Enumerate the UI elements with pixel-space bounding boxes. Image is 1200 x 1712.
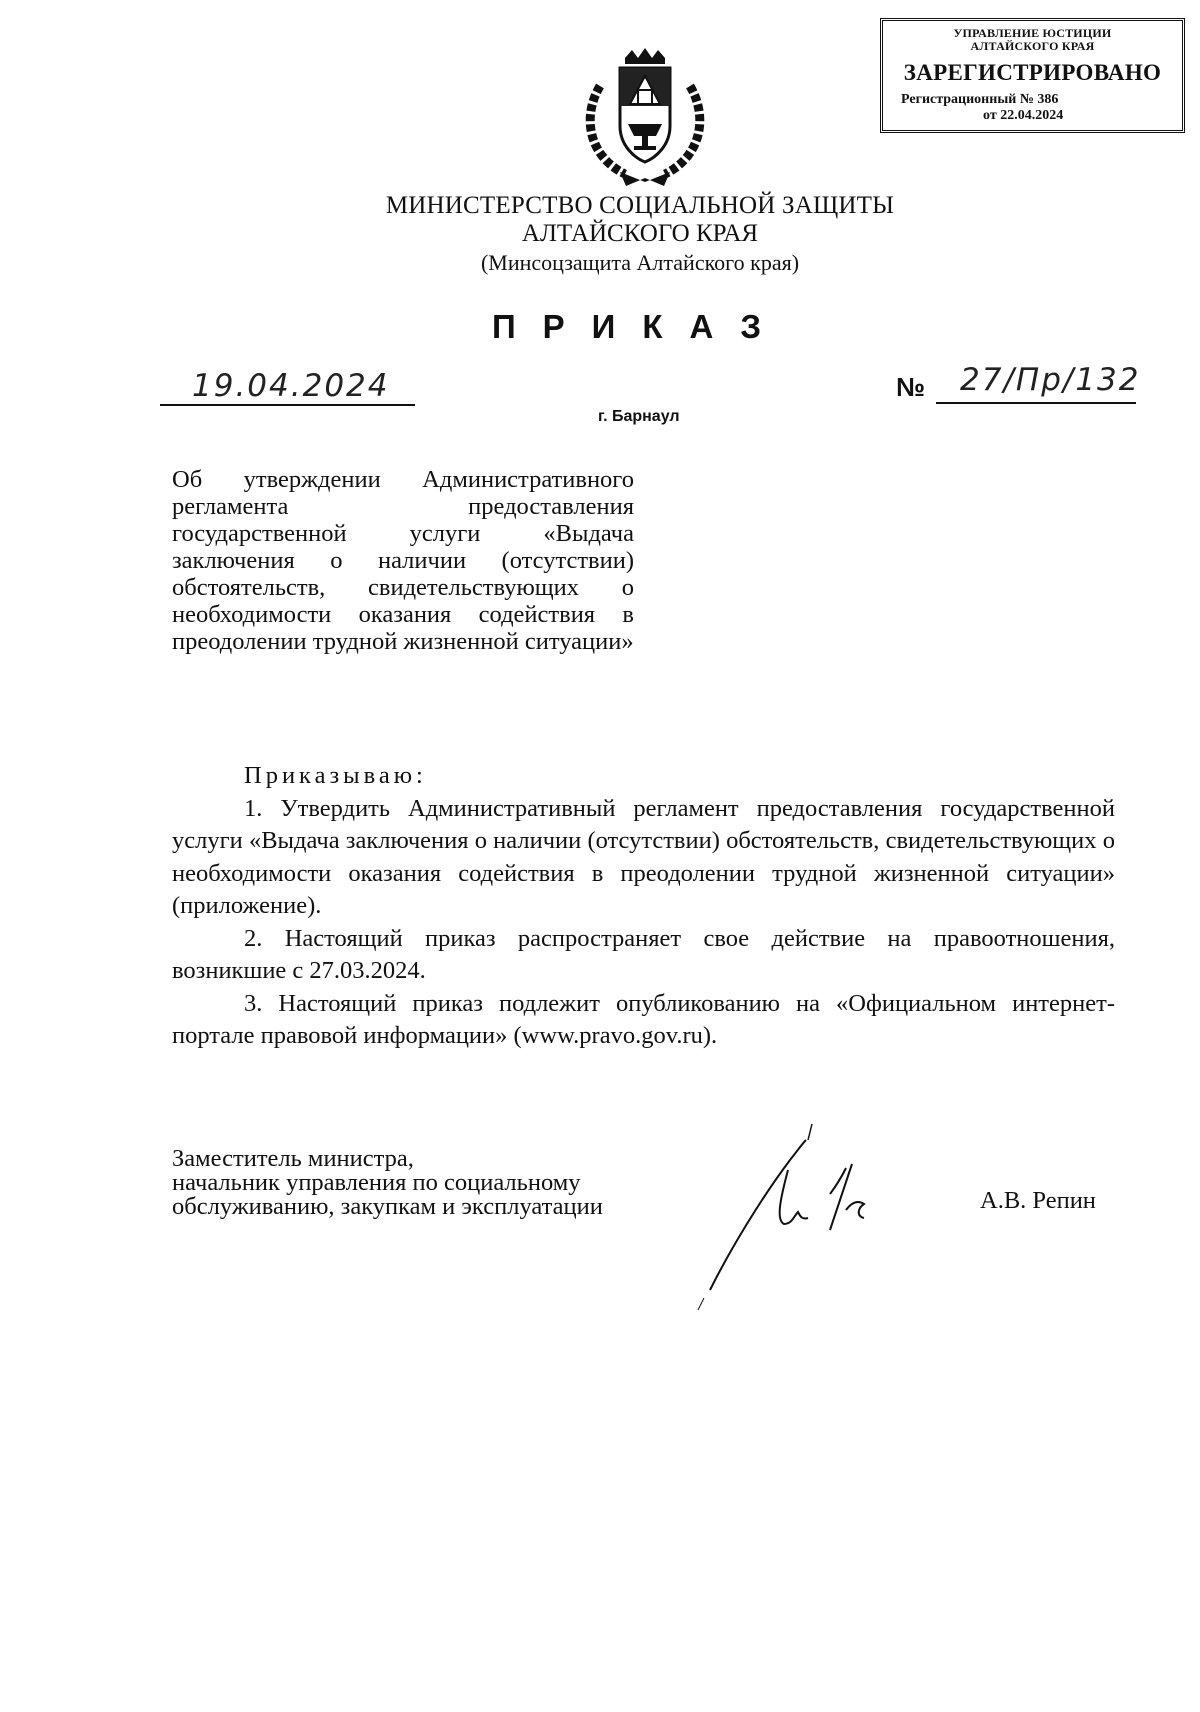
order-subject: Об утверждении Административного регламента предоставления государственной услуги «Выдача заключения о наличии (отсутствии) обстоятельств, свидетельствующих о необходимости оказания содействия в преодолении трудной жизненной ситуации»: [172, 466, 634, 655]
ministry-short-name: (Минсоцзащита Алтайского края): [480, 250, 800, 275]
signatory-name: А.В. Репин: [980, 1187, 1096, 1214]
stamp-reg-date: от 22.04.2024: [983, 108, 1064, 123]
city-label: г. Барнаул: [598, 408, 680, 425]
coat-of-arms-icon: [580, 46, 710, 188]
stamp-org-line2: АЛТАЙСКОГО КРАЯ: [970, 39, 1095, 53]
order-item: 1. Утвердить Административный регламент предоставления государственной услуги «Выдача заключения о наличии (отсутствии) обстоятельств, свидетельствующих о необходимости оказания содействия в преодолении трудной жизненной ситуации» (приложение).: [172, 794, 1115, 919]
order-date-handwritten: 19.04.2024: [192, 368, 390, 404]
registration-stamp: [880, 18, 1185, 133]
date-underline: [160, 404, 415, 406]
document-type-title: ПРИКАЗ: [491, 308, 789, 345]
signature-scribble-icon: [680, 1120, 940, 1320]
ministry-name-line2: АЛТАЙСКОГО КРАЯ: [521, 220, 759, 247]
signatory-title-line1: Заместитель министра,: [172, 1145, 414, 1172]
stamp-reg-number: Регистрационный № 386: [901, 92, 1059, 107]
order-number-handwritten: 27/Пр/132: [960, 362, 1141, 398]
number-underline: [936, 402, 1136, 404]
order-word: Приказываю:: [244, 762, 427, 789]
stamp-status: ЗАРЕГИСТРИРОВАНО: [903, 60, 1162, 85]
order-body: [172, 760, 1115, 1053]
order-item: 2. Настоящий приказ распространяет свое действие на правоотношения, возникшие с 27.03.2024.: [172, 924, 1115, 984]
signatory-title-line2: начальник управления по социальному: [172, 1169, 581, 1196]
ministry-name-line1: МИНИСТЕРСТВО СОЦИАЛЬНОЙ ЗАЩИТЫ: [385, 192, 895, 219]
signatory-title-line3: обслуживанию, закупкам и эксплуатации: [172, 1193, 603, 1220]
stamp-org-line1: УПРАВЛЕНИЕ ЮСТИЦИИ: [953, 26, 1112, 40]
ministry-header: [0, 192, 1200, 278]
signatory-title: [172, 1147, 692, 1219]
order-item: 3. Настоящий приказ подлежит опубликованию на «Официальном интернет-портале правовой информации» (www.pravo.gov.ru).: [172, 989, 1115, 1049]
stamp-org: [883, 27, 1182, 53]
number-label: №: [896, 372, 925, 402]
